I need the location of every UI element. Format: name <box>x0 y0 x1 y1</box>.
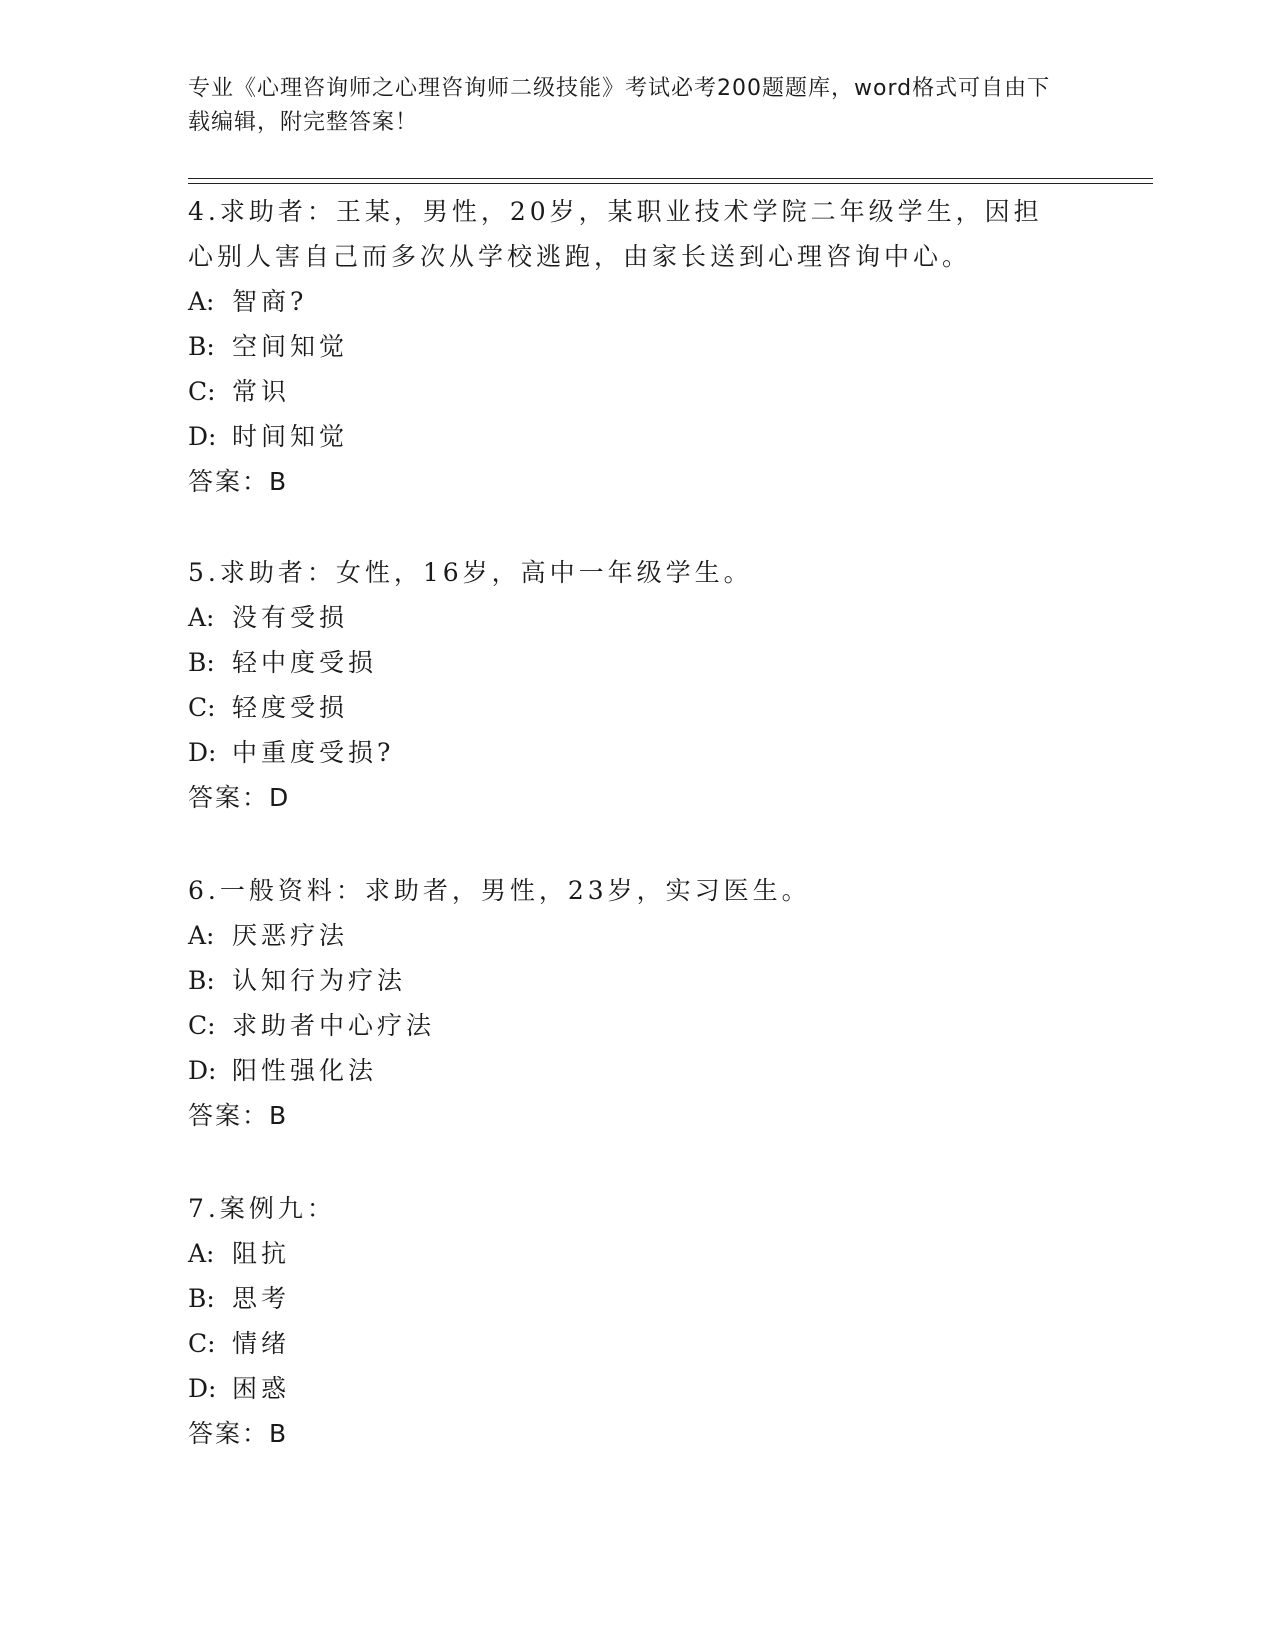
option-text: 求助者中心疗法 <box>232 1011 436 1040</box>
option-text: 思考 <box>232 1284 291 1313</box>
option-letter: C: <box>188 1011 216 1040</box>
option-letter: C: <box>188 693 216 722</box>
option-c <box>188 1003 1068 1048</box>
question-7 <box>188 1186 1068 1456</box>
option-c <box>188 1321 1068 1366</box>
answer-line: 答案：D <box>188 783 291 812</box>
document-header: 专业《心理咨询师之心理咨询师二级技能》考试必考200题题库，word格式可自由下载编辑，附完整答案！ <box>188 76 1051 135</box>
option-d <box>188 414 1068 459</box>
option-letter: D: <box>188 422 217 451</box>
option-c <box>188 685 1068 730</box>
option-b <box>188 324 1068 369</box>
option-text: 认知行为疗法 <box>232 966 407 995</box>
option-text: 常识 <box>232 377 291 406</box>
option-c <box>188 369 1068 414</box>
option-text: 轻度受损 <box>232 693 349 722</box>
option-a <box>188 595 1068 640</box>
option-letter: A: <box>188 287 215 316</box>
option-letter: C: <box>188 1329 216 1358</box>
option-b <box>188 1276 1068 1321</box>
question-6 <box>188 868 1068 1138</box>
question-stem: 7.案例九： <box>188 1194 336 1223</box>
option-a <box>188 279 1068 324</box>
option-letter: D: <box>188 1374 217 1403</box>
option-letter: D: <box>188 1056 217 1085</box>
option-letter: A: <box>188 1239 215 1268</box>
option-text: 情绪 <box>232 1329 291 1358</box>
option-text: 阳性强化法 <box>232 1056 378 1085</box>
option-d <box>188 1048 1068 1093</box>
question-5 <box>188 550 1068 820</box>
answer-line: 答案：B <box>188 1101 289 1130</box>
option-a <box>188 913 1068 958</box>
option-d <box>188 730 1068 775</box>
header-divider-bottom <box>188 183 1153 184</box>
option-letter: A: <box>188 603 215 632</box>
option-letter: A: <box>188 921 215 950</box>
option-text: 阻抗 <box>232 1239 291 1268</box>
option-text: 困惑 <box>232 1374 291 1403</box>
option-text: 厌恶疗法 <box>232 921 349 950</box>
option-text: 中重度受损? <box>232 738 395 767</box>
answer-line: 答案：B <box>188 1419 289 1448</box>
option-text: 时间知觉 <box>232 422 349 451</box>
option-text: 空间知觉 <box>232 332 349 361</box>
answer-line: 答案：B <box>188 467 289 496</box>
option-letter: B: <box>188 1284 215 1313</box>
question-stem: 6.一般资料：求助者，男性，23岁，实习医生。 <box>188 876 811 905</box>
option-letter: B: <box>188 966 215 995</box>
option-b <box>188 958 1068 1003</box>
option-a <box>188 1231 1068 1276</box>
option-letter: B: <box>188 648 215 677</box>
header-divider-top <box>188 178 1153 179</box>
option-b <box>188 640 1068 685</box>
option-text: 没有受损 <box>232 603 349 632</box>
question-stem: 4.求助者：王某，男性，20岁，某职业技术学院二年级学生，因担心别人害自己而多次从学校逃跑，由家长送到心理咨询中心。 <box>188 197 1043 271</box>
option-text: 智商? <box>232 287 308 316</box>
question-stem: 5.求助者：女性，16岁，高中一年级学生。 <box>188 558 753 587</box>
option-text: 轻中度受损 <box>232 648 378 677</box>
option-letter: C: <box>188 377 216 406</box>
question-4 <box>188 189 1068 504</box>
option-letter: D: <box>188 738 217 767</box>
option-letter: B: <box>188 332 215 361</box>
option-d <box>188 1366 1068 1411</box>
